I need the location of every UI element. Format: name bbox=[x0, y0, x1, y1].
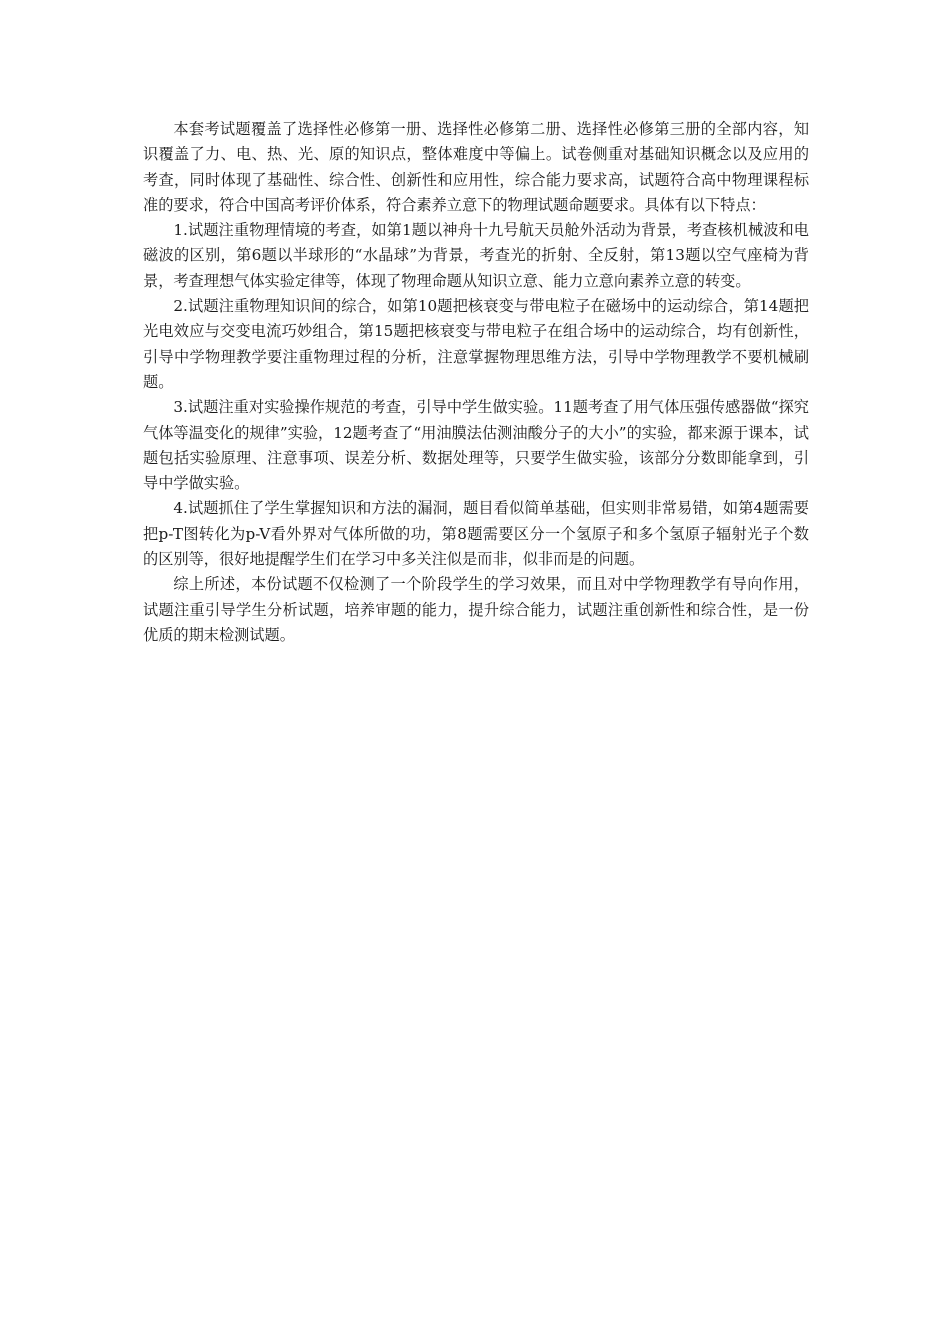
document-body bbox=[143, 117, 809, 648]
paragraph-point-3: 3.试题注重对实验操作规范的考查，引导中学生做实验。11题考查了用气体压强传感器做“探究气体等温变化的规律”实验，12题考查了“用油膜法估测油酸分子的大小”的实验，都来源于课本，试题包括实验原理、注意事项、误差分析、数据处理等，只要学生做实验，该部分分数即能拿到，引导中学做实验。 bbox=[143, 398, 809, 493]
paragraph-point-4: 4.试题抓住了学生掌握知识和方法的漏洞，题目看似简单基础，但实则非常易错，如第4题需要把p-T图转化为p-V看外界对气体所做的功，第8题需要区分一个氢原子和多个氢原子辐射光子个数的区别等，很好地提醒学生们在学习中多关注似是而非，似非而是的问题。 bbox=[143, 499, 809, 569]
paragraph-intro: 本套考试题覆盖了选择性必修第一册、选择性必修第二册、选择性必修第三册的全部内容，知识覆盖了力、电、热、光、原的知识点，整体难度中等偏上。试卷侧重对基础知识概念以及应用的考查，同时体现了基础性、综合性、创新性和应用性，综合能力要求高，试题符合高中物理课程标准的要求，符合中国高考评价体系，符合素养立意下的物理试题命题要求。具体有以下特点： bbox=[143, 120, 809, 214]
paragraph-summary: 综上所述，本份试题不仅检测了一个阶段学生的学习效果，而且对中学物理教学有导向作用，试题注重引导学生分析试题，培养审题的能力，提升综合能力，试题注重创新性和综合性，是一份优质的期末检测试题。 bbox=[143, 575, 809, 644]
paragraph-point-1: 1.试题注重物理情境的考查，如第1题以神舟十九号航天员舱外活动为背景，考查核机械波和电磁波的区别，第6题以半球形的“水晶球”为背景，考查光的折射、全反射，第13题以空气座椅为背景，考查理想气体实验定律等，体现了物理命题从知识立意、能力立意向素养立意的转变。 bbox=[143, 221, 809, 290]
paragraph-point-2: 2.试题注重物理知识间的综合，如第10题把核衰变与带电粒子在磁场中的运动综合，第14题把光电效应与交变电流巧妙组合，第15题把核衰变与带电粒子在组合场中的运动综合，均有创新性，引导中学物理教学要注重物理过程的分析，注意掌握物理思维方法，引导中学物理教学不要机械刷题。 bbox=[143, 297, 809, 391]
